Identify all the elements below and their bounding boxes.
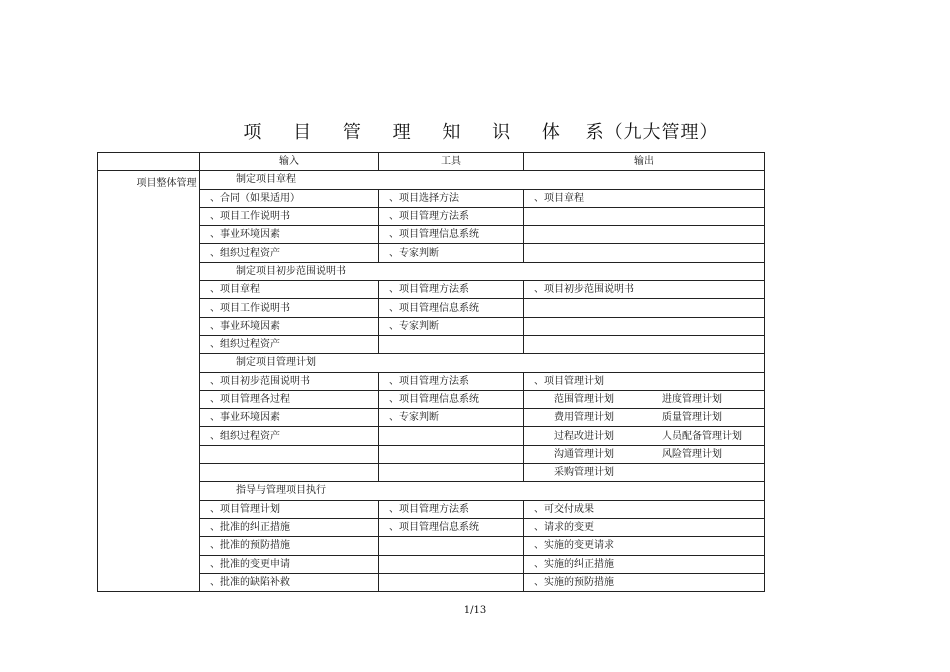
plan-item: 采购管理计划 (554, 467, 614, 479)
plan-item: 范围管理计划 (554, 394, 614, 405)
plan-item: 质量管理计划 (662, 412, 722, 424)
output-cell (524, 335, 765, 353)
title-char: 体 (541, 122, 561, 143)
title-char: 系 (585, 122, 605, 143)
output-cell (524, 299, 765, 317)
output-cell: 、可交付成果 (524, 500, 765, 518)
output-cell (524, 317, 765, 335)
tool-cell: 、专家判断 (379, 317, 524, 335)
input-cell: 、组织过程资产 (200, 335, 379, 353)
output-cell (524, 207, 765, 225)
input-cell: 、项目初步范围说明书 (200, 372, 379, 390)
input-cell: 、批准的变更申请 (200, 555, 379, 573)
input-cell: 、批准的预防措施 (200, 537, 379, 555)
title-char: 理 (392, 122, 412, 143)
tool-cell (379, 537, 524, 555)
tool-cell (379, 464, 524, 482)
tool-cell (379, 427, 524, 445)
tool-cell: 、项目管理信息系统 (379, 226, 524, 244)
output-cell: 、请求的变更 (524, 518, 765, 536)
category-cell: 项目整体管理 (98, 171, 200, 592)
tool-cell: 、项目管理方法系 (379, 372, 524, 390)
section-title: 制定项目管理计划 (200, 354, 765, 372)
header-corner (98, 153, 200, 171)
plan-item: 费用管理计划 (554, 412, 614, 424)
tool-cell (379, 445, 524, 463)
plan-item: 进度管理计划 (662, 394, 722, 405)
plan-item: 人员配备管理计划 (662, 430, 742, 442)
title-char: 知 (442, 122, 462, 143)
plan-cell (524, 390, 765, 408)
title-char: 项 (243, 122, 263, 143)
plan-cell (524, 445, 765, 463)
tool-cell: 、项目管理方法系 (379, 281, 524, 299)
input-cell: 、批准的纠正措施 (200, 518, 379, 536)
section-title: 制定项目初步范围说明书 (200, 262, 765, 280)
table-header-row (98, 153, 765, 171)
output-cell: 、项目章程 (524, 189, 765, 207)
input-cell: 、项目管理各过程 (200, 390, 379, 408)
tool-cell: 、专家判断 (379, 244, 524, 262)
input-cell: 、合同（如果适用） (200, 189, 379, 207)
section-title: 指导与管理项目执行 (200, 482, 765, 500)
input-cell: 、项目工作说明书 (200, 207, 379, 225)
title-char: 管 (342, 122, 362, 143)
tool-cell: 、项目管理方法系 (379, 207, 524, 225)
tool-cell (379, 335, 524, 353)
output-cell: 、项目初步范围说明书 (524, 281, 765, 299)
knowledge-table (97, 152, 765, 592)
plan-item: 风险管理计划 (662, 448, 722, 460)
section-title: 制定项目章程 (200, 171, 765, 189)
document-title (0, 118, 950, 144)
input-cell: 、组织过程资产 (200, 427, 379, 445)
output-cell: 、实施的变更请求 (524, 537, 765, 555)
tool-cell: 、专家判断 (379, 409, 524, 427)
tool-cell: 、项目管理信息系统 (379, 390, 524, 408)
output-cell: 、项目管理计划 (524, 372, 765, 390)
tool-cell: 、项目管理信息系统 (379, 299, 524, 317)
plan-cell (524, 464, 765, 482)
input-cell: 、项目管理计划 (200, 500, 379, 518)
plan-cell (524, 409, 765, 427)
output-cell: 、实施的预防措施 (524, 573, 765, 591)
input-cell: 、事业环境因素 (200, 226, 379, 244)
input-cell (200, 464, 379, 482)
plan-cell (524, 427, 765, 445)
input-cell: 、事业环境因素 (200, 409, 379, 427)
output-cell (524, 244, 765, 262)
input-cell: 、事业环境因素 (200, 317, 379, 335)
title-suffix: （九大管理） (604, 122, 719, 143)
input-cell: 、项目工作说明书 (200, 299, 379, 317)
plan-item: 沟通管理计划 (554, 448, 614, 460)
input-cell: 、批准的缺陷补救 (200, 573, 379, 591)
output-cell: 、实施的纠正措施 (524, 555, 765, 573)
title-char: 识 (492, 122, 512, 143)
plan-item: 过程改进计划 (554, 430, 614, 442)
header-output: 输出 (524, 153, 765, 171)
section-row (98, 171, 765, 189)
output-cell (524, 226, 765, 244)
input-cell: 、项目章程 (200, 281, 379, 299)
tool-cell (379, 573, 524, 591)
title-char: 目 (293, 122, 313, 143)
tool-cell: 、项目管理信息系统 (379, 518, 524, 536)
tool-cell: 、项目管理方法系 (379, 500, 524, 518)
input-cell: 、组织过程资产 (200, 244, 379, 262)
header-tools: 工具 (379, 153, 524, 171)
tool-cell: 、项目选择方法 (379, 189, 524, 207)
header-input: 输入 (200, 153, 379, 171)
page-number: 1/13 (463, 605, 487, 616)
tool-cell (379, 555, 524, 573)
input-cell (200, 445, 379, 463)
